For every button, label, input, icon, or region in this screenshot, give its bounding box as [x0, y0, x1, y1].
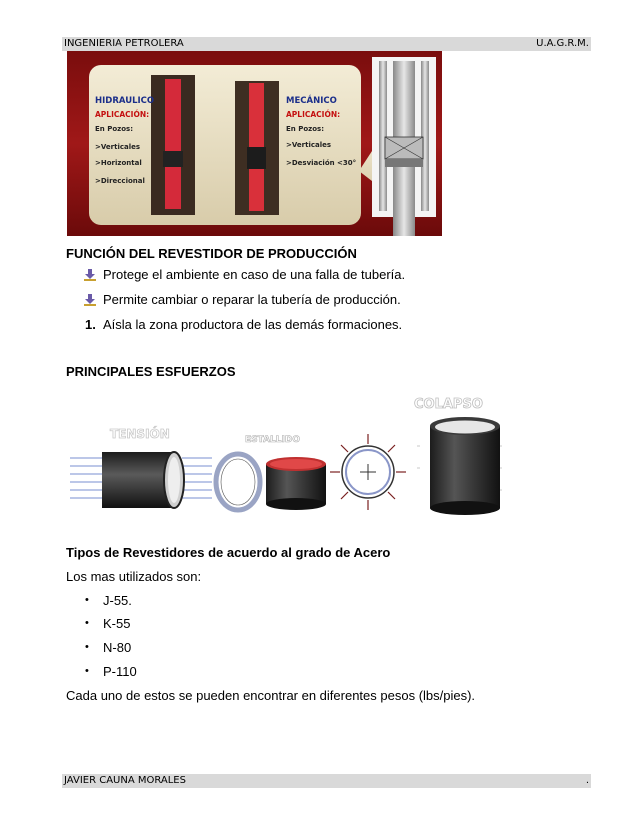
funcion-item: Permite cambiar o reparar la tubería de producción. — [103, 292, 401, 307]
ring-figure — [216, 454, 260, 510]
packer-figure — [67, 51, 442, 236]
hidraulico-pozos: En Pozos: — [95, 125, 133, 133]
page-footer — [62, 774, 591, 788]
header-left: INGENIERIA PETROLERA — [64, 38, 184, 49]
hidraulico-item: >Verticales — [95, 143, 141, 151]
mecanico-title: MECÁNICO — [286, 96, 337, 106]
footer-right: . — [585, 775, 589, 786]
bullet: • — [85, 594, 89, 606]
hidraulico-item: >Direccional — [95, 177, 145, 185]
bullet: • — [85, 665, 89, 677]
number-marker: 1. — [85, 317, 96, 332]
tension-figure — [70, 426, 212, 508]
hidraulico-app: APLICACIÓN: — [95, 110, 150, 119]
grade-item: K-55 — [103, 616, 131, 631]
colapso-figure — [414, 397, 502, 515]
collapse-ring-figure — [330, 434, 406, 510]
colapso-label: COLAPSO — [414, 397, 483, 412]
hidraulico-item: >Horizontal — [95, 159, 142, 167]
grade-item: N-80 — [103, 640, 132, 655]
mecanico-item: >Desviación <30° — [286, 159, 357, 167]
hidraulico-title: HIDRAULICO — [95, 96, 155, 106]
footer-left: JAVIER CAUNA MORALES — [64, 775, 186, 786]
bullet: • — [85, 617, 89, 629]
tipos-closing: Cada uno de estos se pueden encontrar en diferentes pesos (lbs/pies). — [66, 688, 476, 703]
estallido-label: ESTALLIDO — [245, 435, 300, 445]
mecanico-pozos: En Pozos: — [286, 125, 324, 133]
grade-item: J-55. — [103, 593, 132, 608]
page-header — [62, 37, 591, 51]
tipos-intro: Los mas utilizados son: — [66, 569, 202, 584]
stress-diagram — [62, 388, 532, 518]
funcion-heading: FUNCIÓN DEL REVESTIDOR DE PRODUCCIÓN — [66, 246, 357, 261]
mecanico-item: >Verticales — [286, 141, 332, 149]
bullet: • — [85, 641, 89, 653]
tension-label: TENSIÓN — [110, 427, 170, 441]
mecanico-app: APLICACIÓN: — [286, 110, 341, 119]
funcion-item: Aísla la zona productora de las demás formaciones. — [103, 317, 403, 332]
download-arrow-icon — [84, 294, 96, 306]
hydraulic-packer — [165, 79, 181, 209]
tipos-heading: Tipos de Revestidores de acuerdo al grado de Acero — [66, 545, 391, 560]
esfuerzos-heading: PRINCIPALES ESFUERZOS — [66, 364, 236, 379]
download-arrow-icon — [84, 269, 96, 281]
funcion-item: Protege el ambiente en caso de una falla de tubería. — [103, 267, 406, 282]
grade-item: P-110 — [103, 664, 137, 679]
header-right: U.A.G.R.M. — [536, 38, 589, 49]
